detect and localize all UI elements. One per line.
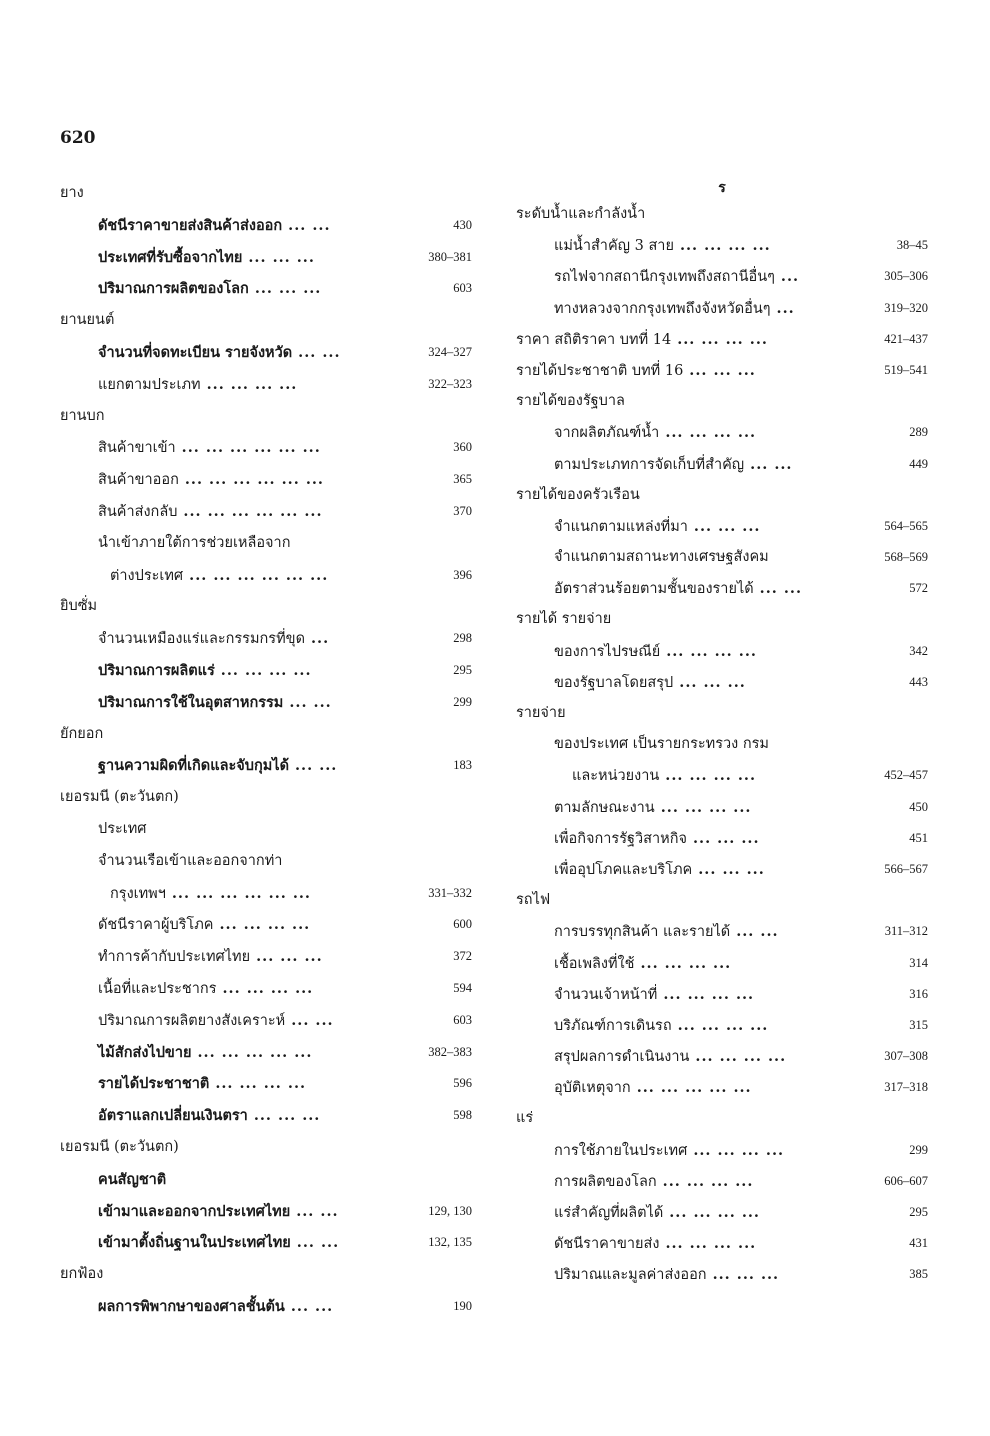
leader-dots: ... ... ... bbox=[689, 361, 756, 379]
index-entry bbox=[516, 542, 928, 573]
leader-dots: ... ... ... bbox=[679, 673, 746, 691]
page-reference: 295 bbox=[909, 1205, 928, 1219]
page-reference: 596 bbox=[453, 1076, 472, 1091]
entry-text: จำแนกตามแหล่งที่มา bbox=[554, 518, 688, 535]
entry-text: ของประเทศ เป็นรายกระทรวง กรม bbox=[554, 736, 769, 753]
leader-dots: ... ... ... bbox=[256, 948, 323, 966]
entry-text: รายได้ รายจ่าย bbox=[516, 611, 612, 628]
page-reference: 322–323 bbox=[428, 376, 472, 391]
entry-text: กรุงเทพฯ bbox=[110, 885, 166, 902]
leader-dots: ... ... ... ... bbox=[662, 1172, 754, 1190]
entry-text: ปริมาณการใช้ในอุตสาหกรรม bbox=[98, 693, 284, 711]
entry-text: เชื้อเพลิงที่ใช้ bbox=[554, 955, 635, 972]
page-reference: 370 bbox=[453, 503, 472, 518]
index-heading bbox=[60, 401, 472, 433]
leader-dots: ... ... ... ... ... bbox=[636, 1079, 752, 1097]
page-reference: 324–327 bbox=[428, 344, 472, 359]
leader-dots: ... ... ... ... ... ... bbox=[171, 884, 311, 902]
page-reference: 342 bbox=[909, 643, 928, 658]
page-reference: 450 bbox=[909, 799, 928, 814]
index-entry bbox=[516, 854, 928, 885]
entry-text: ราคา สถิติราคา บทที่ 14 bbox=[516, 331, 672, 348]
index-heading bbox=[516, 199, 928, 230]
page-reference: 305–306 bbox=[884, 269, 928, 284]
index-heading bbox=[60, 719, 472, 751]
page-reference: 598 bbox=[453, 1108, 472, 1123]
entry-text: แร่ bbox=[516, 1110, 534, 1127]
index-entry bbox=[516, 449, 928, 480]
index-entry bbox=[516, 1010, 928, 1041]
index-heading bbox=[516, 604, 928, 635]
page-reference: 299 bbox=[909, 1142, 928, 1157]
index-entry bbox=[60, 687, 472, 719]
entry-text: ปริมาณและมูลค่าส่งออก bbox=[554, 1267, 707, 1284]
page-reference: 311–312 bbox=[884, 924, 928, 939]
entry-text: จำแนกตามสถานะทางเศรษฐสังคม bbox=[554, 549, 769, 566]
entry-text: ผลการพิพากษาของศาลชั้นต้น bbox=[98, 1297, 285, 1315]
index-entry bbox=[516, 1135, 928, 1166]
entry-text: รายจ่าย bbox=[516, 705, 566, 721]
entry-text: แม่น้ำสำคัญ 3 สาย bbox=[554, 238, 674, 255]
entry-text: ดัชนีราคาผู้บริโภค bbox=[98, 917, 214, 934]
page-reference: 289 bbox=[909, 425, 928, 440]
page-reference: 190 bbox=[453, 1298, 472, 1313]
entry-text: ฐานความผิดที่เกิดและจับกุมได้ bbox=[98, 757, 289, 775]
page-reference: 38–45 bbox=[896, 238, 928, 253]
entry-text: จำนวนที่จดทะเบียน รายจังหวัด bbox=[98, 343, 293, 361]
leader-dots: ... ... ... ... bbox=[206, 375, 298, 393]
right-index-column bbox=[516, 180, 928, 1291]
entry-text: การผลิตของโลก bbox=[554, 1173, 657, 1190]
index-entry bbox=[516, 1228, 928, 1259]
index-entry bbox=[516, 636, 928, 667]
index-entry bbox=[516, 261, 928, 292]
leader-dots: ... ... ... bbox=[248, 248, 315, 266]
index-entry bbox=[60, 1005, 472, 1037]
index-entry bbox=[60, 1037, 472, 1069]
leader-dots: ... ... ... ... bbox=[222, 979, 314, 997]
page-reference: 372 bbox=[453, 949, 472, 964]
leader-dots: ... ... bbox=[736, 923, 779, 941]
index-entry bbox=[60, 655, 472, 687]
section-letter: ร bbox=[718, 180, 726, 196]
page-reference: 566–567 bbox=[884, 861, 928, 876]
page-reference: 452–457 bbox=[884, 768, 928, 783]
entry-text: เยอรมนี (ตะวันตก) bbox=[60, 789, 179, 806]
index-entry bbox=[60, 1227, 472, 1259]
page-reference: 365 bbox=[453, 472, 472, 487]
entry-text: บริภัณฑ์การเดินรถ bbox=[554, 1017, 672, 1034]
index-heading bbox=[516, 355, 928, 386]
index-entry bbox=[516, 823, 928, 854]
entry-text: ดัชนีราคาขายส่งสินค้าส่งออก bbox=[98, 216, 283, 234]
page-reference: 572 bbox=[909, 581, 928, 596]
page-reference: 299 bbox=[453, 694, 472, 709]
leader-dots: ... ... ... ... bbox=[665, 1235, 757, 1253]
entry-text: เพื่ออุปโภคและบริโภค bbox=[554, 861, 693, 878]
leader-dots: ... ... ... bbox=[253, 1107, 321, 1125]
leader-dots: ... ... bbox=[759, 580, 803, 598]
page-reference: 295 bbox=[453, 662, 472, 677]
entry-text: เข้ามาตั้งถิ่นฐานในประเทศไทย bbox=[98, 1234, 291, 1252]
page-reference: 315 bbox=[909, 1017, 928, 1032]
entry-text: สรุปผลการดำเนินงาน bbox=[554, 1049, 690, 1066]
entry-text: ต่างประเทศ bbox=[110, 567, 184, 584]
left-index-column bbox=[60, 178, 472, 1323]
leader-dots: ... ... ... ... ... ... bbox=[184, 471, 324, 489]
page-reference: 183 bbox=[453, 758, 472, 773]
leader-dots: ... ... ... ... bbox=[677, 1016, 769, 1034]
index-heading bbox=[60, 1259, 472, 1291]
leader-dots: ... ... ... ... bbox=[677, 330, 768, 348]
entry-text: สินค้าขาออก bbox=[98, 472, 179, 489]
entry-text: ตามประเภทการจัดเก็บที่สำคัญ bbox=[554, 456, 745, 473]
entry-text: ยิบซั่ม bbox=[60, 598, 98, 615]
page-reference: 360 bbox=[453, 440, 472, 455]
leader-dots: ... ... ... ... bbox=[693, 1141, 785, 1159]
leader-dots: ... ... bbox=[296, 1234, 340, 1252]
leader-dots: ... ... ... ... bbox=[219, 916, 311, 934]
entry-text: จำนวนเจ้าหน้าที่ bbox=[554, 986, 658, 1003]
index-entry bbox=[516, 511, 928, 542]
entry-text: สินค้าส่งกลับ bbox=[98, 503, 178, 520]
page-reference: 129, 130 bbox=[428, 1203, 472, 1218]
entry-text: เพื่อกิจการรัฐวิสาหกิจ bbox=[554, 830, 687, 847]
leader-dots: ... ... bbox=[291, 1011, 334, 1029]
page-reference: 396 bbox=[453, 567, 472, 582]
page-reference: 132, 135 bbox=[428, 1235, 472, 1250]
index-entry bbox=[60, 814, 472, 846]
entry-text: ทำการค้ากับประเทศไทย bbox=[98, 949, 251, 966]
index-heading bbox=[516, 698, 928, 729]
entry-text: ของการไปรษณีย์ bbox=[554, 643, 661, 660]
page-reference: 603 bbox=[453, 281, 472, 296]
page-reference: 430 bbox=[453, 217, 472, 232]
entry-text: ตามลักษณะงาน bbox=[554, 799, 655, 816]
leader-dots: ... bbox=[776, 299, 795, 317]
index-entry bbox=[60, 369, 472, 401]
index-heading bbox=[516, 324, 928, 355]
entry-text: คนสัญชาติ bbox=[98, 1170, 167, 1188]
entry-text: ประเทศที่รับซื้อจากไทย bbox=[98, 248, 243, 266]
page-reference: 382–383 bbox=[428, 1044, 472, 1059]
index-entry bbox=[60, 846, 472, 878]
leader-dots: ... ... ... ... bbox=[695, 1048, 787, 1066]
entry-text: รายได้ของรัฐบาล bbox=[516, 393, 625, 410]
entry-text: รายได้ประชาชาติ bbox=[98, 1075, 210, 1093]
entry-text: อัตราแลกเปลี่ยนเงินตรา bbox=[98, 1107, 248, 1125]
entry-text: และหน่วยงาน bbox=[572, 768, 660, 785]
index-entry bbox=[60, 496, 472, 528]
entry-text: ปริมาณการผลิตแร่ bbox=[98, 661, 215, 679]
page-reference: 606–607 bbox=[884, 1173, 928, 1188]
leader-dots: ... ... ... ... ... ... bbox=[183, 502, 323, 520]
index-entry bbox=[60, 273, 472, 305]
index-entry bbox=[60, 973, 472, 1005]
entry-text: อุบัติเหตุจาก bbox=[554, 1080, 631, 1097]
index-entry bbox=[60, 623, 472, 655]
leader-dots: ... ... ... ... bbox=[665, 424, 757, 442]
page-reference: 317–318 bbox=[884, 1080, 928, 1095]
page-reference: 316 bbox=[909, 986, 928, 1001]
index-entry bbox=[516, 1166, 928, 1197]
index-entry bbox=[60, 464, 472, 496]
index-entry bbox=[516, 1259, 928, 1290]
index-entry bbox=[60, 210, 472, 242]
page-reference: 564–565 bbox=[884, 518, 928, 533]
index-heading bbox=[60, 1132, 472, 1164]
index-entry bbox=[60, 1068, 472, 1100]
index-heading bbox=[516, 885, 928, 916]
index-entry bbox=[60, 941, 472, 973]
leader-dots: ... ... ... ... ... bbox=[197, 1043, 313, 1061]
entry-text: ระดับน้ำและกำลังน้ำ bbox=[516, 206, 646, 222]
page-reference: 385 bbox=[909, 1267, 928, 1282]
index-entry bbox=[516, 293, 928, 324]
index-heading bbox=[516, 480, 928, 511]
entry-text: รายได้ของครัวเรือน bbox=[516, 486, 640, 503]
page-number: 620 bbox=[60, 128, 96, 148]
leader-dots: ... ... ... ... ... ... bbox=[189, 566, 329, 584]
entry-text: จำนวนเรือเข้าและออกจากท่า bbox=[98, 852, 283, 869]
leader-dots: ... ... ... ... bbox=[660, 798, 752, 816]
entry-text: ประเทศ bbox=[98, 820, 147, 837]
index-entry bbox=[60, 750, 472, 782]
index-heading bbox=[516, 386, 928, 417]
index-entry bbox=[60, 1196, 472, 1228]
page-reference: 331–332 bbox=[428, 885, 472, 900]
entry-text: การบรรทุกสินค้า และรายได้ bbox=[554, 924, 731, 941]
entry-text: อัตราส่วนร้อยตามชั้นของรายได้ bbox=[554, 581, 754, 598]
index-entry bbox=[516, 760, 928, 791]
entry-text: แยกตามประเภท bbox=[98, 376, 201, 393]
index-entry bbox=[60, 560, 472, 592]
entry-text: ยาง bbox=[60, 185, 84, 201]
entry-text: จำนวนเหมืองแร่และกรรมกรที่ขุด bbox=[98, 631, 305, 648]
leader-dots: ... ... ... ... ... ... bbox=[181, 439, 321, 457]
index-entry bbox=[516, 667, 928, 698]
entry-text: แร่สำคัญที่ผลิตได้ bbox=[554, 1205, 664, 1221]
index-heading bbox=[60, 591, 472, 623]
index-entry bbox=[516, 948, 928, 979]
leader-dots: ... ... ... bbox=[254, 280, 322, 298]
index-entry bbox=[60, 1100, 472, 1132]
entry-text: เยอรมนี (ตะวันตก) bbox=[60, 1138, 179, 1155]
entry-text: การใช้ภายในประเทศ bbox=[554, 1142, 688, 1159]
leader-dots: ... ... ... ... bbox=[669, 1204, 760, 1221]
index-heading bbox=[516, 1103, 928, 1134]
leader-dots: ... bbox=[780, 268, 800, 286]
index-entry bbox=[516, 916, 928, 947]
page-reference: 319–320 bbox=[884, 300, 928, 315]
entry-text: ปริมาณการผลิตของโลก bbox=[98, 280, 249, 298]
index-entry bbox=[516, 729, 928, 760]
index-entry bbox=[60, 1291, 472, 1323]
entry-text: รายได้ประชาชาติ บทที่ 16 bbox=[516, 362, 684, 379]
page-reference: 600 bbox=[453, 917, 472, 932]
index-entry bbox=[60, 909, 472, 941]
entry-text: เข้ามาและออกจากประเทศไทย bbox=[98, 1202, 291, 1220]
leader-dots: ... bbox=[311, 630, 330, 648]
entry-text: ไม้สักส่งไปขาย bbox=[98, 1043, 192, 1061]
page-reference: 451 bbox=[909, 830, 928, 845]
leader-dots: ... ... bbox=[296, 1202, 339, 1220]
entry-text: นำเข้าภายใต้การช่วยเหลือจาก bbox=[98, 534, 291, 551]
page-reference: 594 bbox=[453, 980, 472, 995]
index-entry bbox=[60, 337, 472, 369]
index-entry bbox=[516, 417, 928, 448]
index-entry bbox=[60, 432, 472, 464]
index-entry bbox=[516, 230, 928, 261]
index-entry bbox=[60, 528, 472, 560]
leader-dots: ... ... ... ... bbox=[220, 661, 312, 679]
index-entry bbox=[516, 792, 928, 823]
page-reference: 298 bbox=[453, 631, 472, 646]
page-reference: 307–308 bbox=[884, 1049, 928, 1064]
entry-text: สินค้าขาเข้า bbox=[98, 440, 176, 457]
page-reference: 443 bbox=[909, 674, 928, 689]
entry-text: ดัชนีราคาขายส่ง bbox=[554, 1236, 660, 1253]
leader-dots: ... ... bbox=[289, 693, 332, 711]
entry-text: รถไฟ bbox=[516, 892, 551, 909]
index-entry bbox=[516, 573, 928, 604]
leader-dots: ... ... ... bbox=[712, 1266, 780, 1284]
page-reference: 431 bbox=[909, 1236, 928, 1251]
index-entry bbox=[60, 242, 472, 274]
index-entry bbox=[60, 1164, 472, 1196]
leader-dots: ... ... ... bbox=[698, 860, 765, 878]
index-entry bbox=[516, 1072, 928, 1103]
leader-dots: ... ... ... bbox=[692, 829, 760, 847]
leader-dots: ... ... bbox=[295, 757, 338, 775]
leader-dots: ... ... bbox=[290, 1297, 334, 1315]
entry-text: เนื้อที่และประชากร bbox=[98, 980, 217, 997]
entry-text: ยกฟ้อง bbox=[60, 1266, 104, 1283]
page-reference: 449 bbox=[909, 456, 928, 471]
entry-text: ยานบก bbox=[60, 407, 105, 424]
leader-dots: ... ... ... bbox=[693, 517, 761, 535]
entry-text: รถไฟจากสถานีกรุงเทพถึงสถานีอื่นๆ bbox=[554, 269, 775, 286]
page-reference: 421–437 bbox=[884, 331, 928, 346]
page-reference: 380–381 bbox=[428, 249, 472, 264]
index-heading bbox=[60, 178, 472, 210]
index-entry bbox=[60, 878, 472, 910]
leader-dots: ... ... ... ... bbox=[640, 954, 732, 972]
page-reference: 519–541 bbox=[884, 362, 928, 377]
entry-text: ทางหลวงจากกรุงเทพถึงจังหวัดอื่นๆ bbox=[554, 300, 771, 317]
leader-dots: ... ... ... ... bbox=[679, 237, 771, 255]
index-heading bbox=[60, 782, 472, 814]
entry-text: ยานยนต์ bbox=[60, 312, 115, 329]
index-entry bbox=[516, 1197, 928, 1228]
index-entry bbox=[516, 1041, 928, 1072]
leader-dots: ... ... ... ... bbox=[663, 985, 755, 1003]
entry-text: ปริมาณการผลิตยางสังเคราะห์ bbox=[98, 1012, 286, 1029]
leader-dots: ... ... bbox=[288, 216, 331, 234]
leader-dots: ... ... ... ... bbox=[665, 767, 756, 785]
leader-dots: ... ... ... ... bbox=[215, 1075, 307, 1093]
index-heading bbox=[60, 305, 472, 337]
page-reference: 314 bbox=[909, 955, 928, 970]
leader-dots: ... ... ... ... bbox=[666, 642, 757, 660]
leader-dots: ... ... bbox=[750, 455, 793, 473]
index-entry bbox=[516, 979, 928, 1010]
page-reference: 603 bbox=[453, 1012, 472, 1027]
entry-text: ยักยอก bbox=[60, 725, 104, 742]
leader-dots: ... ... bbox=[298, 343, 341, 361]
entry-text: จากผลิตภัณฑ์น้ำ bbox=[554, 425, 660, 442]
entry-text: ของรัฐบาลโดยสรุป bbox=[554, 674, 674, 691]
page-reference: 568–569 bbox=[884, 550, 928, 565]
